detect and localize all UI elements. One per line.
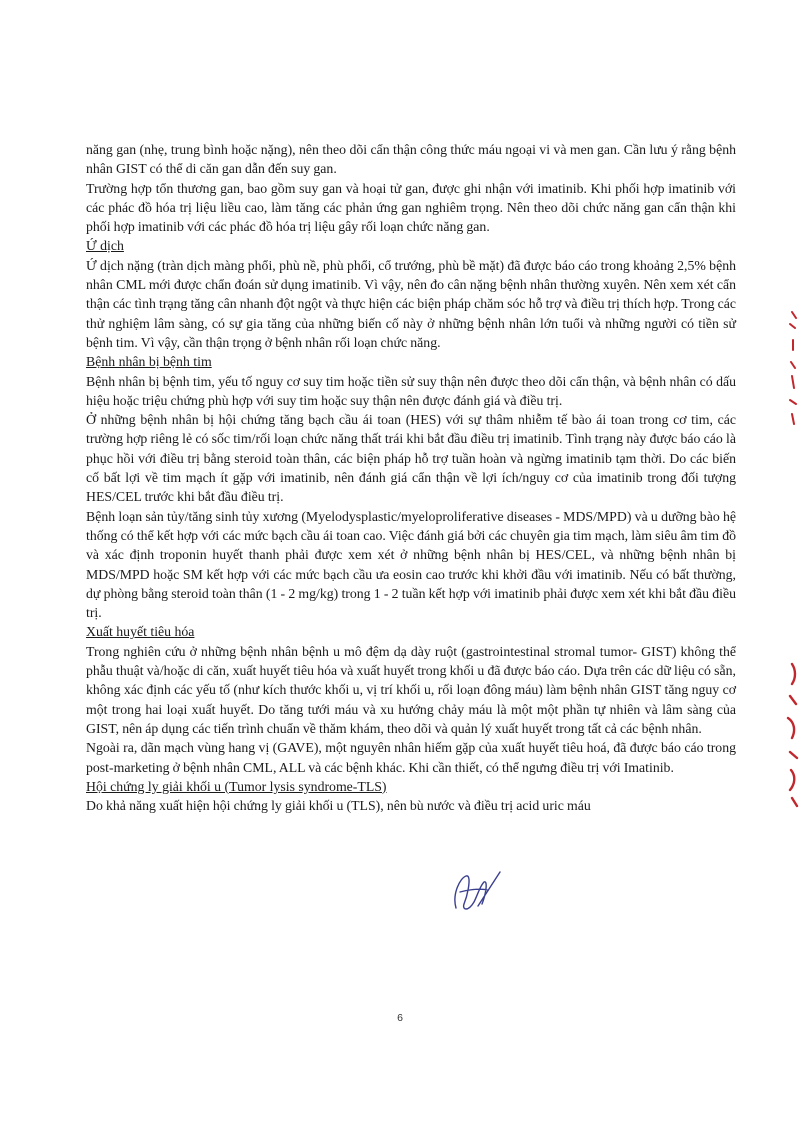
paragraph-mds-mpd: Bệnh loạn sản tủy/tăng sinh tủy xương (Myelodysplastic/myeloproliferative diseases - MDS/MPD) và u dưỡng bào hệ thống có thể kết hợp với các mức bạch cầu ái toan cao. Việc đánh giá bởi các chuyên gia tim mạch, làm siêu âm tim đồ và xác định troponin huyết thanh phải được xem xét ở những bệnh nhân bị HES/CEL, và những bệnh nhân bị MDS/MPD hoặc SM kết hợp với các mức bạch cầu ưa eosin cao trước khi khởi đầu với imatinib. Nếu có bất thường, dự phòng bằng steroid toàn thân (1 - 2 mg/kg) trong 1 - 2 tuần kết hợp với imatinib phải được xem xét khi bắt đầu điều trị. bbox=[86, 508, 736, 621]
paragraph-cardiac-monitoring: Bệnh nhân bị bệnh tim, yếu tố nguy cơ suy tim hoặc tiền sử suy thận nên được theo dõi cẩn thận, và bệnh nhân có dấu hiệu hoặc triệu chứng phù hợp với suy tim hoặc suy thận nên được đánh giá và điều trị. bbox=[86, 373, 736, 408]
paragraph-liver-injury: Trường hợp tổn thương gan, bao gồm suy gan và hoại tử gan, được ghi nhận với imatinib. Khi phối hợp imatinib với các phác đồ hóa trị liệu liều cao, làm tăng các phản ứng gan nghiêm trọng. Nên theo dõi chức năng gan cẩn thận khi phối hợp imatinib với các phác đồ hóa trị liệu gây rối loạn chức năng gan. bbox=[86, 180, 736, 235]
heading-tls: Hội chứng ly giải khối u (Tumor lysis syndrome-TLS) bbox=[86, 778, 387, 794]
signature-mark-icon bbox=[438, 864, 508, 926]
heading-cardiac: Bệnh nhân bị bệnh tim bbox=[86, 354, 212, 370]
paragraph-gave: Ngoài ra, dãn mạch vùng hang vị (GAVE), một nguyên nhân hiếm gặp của xuất huyết tiêu hoá, đã được báo cáo trong post-marketing ở bệnh nhân CML, ALL và các bệnh khác. Khi cần thiết, có thể ngưng điều trị với Imatinib. bbox=[86, 740, 736, 775]
margin-stamp-icon bbox=[786, 310, 800, 430]
heading-edema: Ứ dịch bbox=[86, 238, 124, 254]
paragraph-liver-monitoring: năng gan (nhẹ, trung bình hoặc nặng), nên theo dõi cẩn thận công thức máu ngoại vi và men gan. Cần lưu ý rằng bệnh nhân GIST có thể di căn gan dẫn đến suy gan. bbox=[86, 142, 736, 177]
paragraph-hes: Ở những bệnh nhân bị hội chứng tăng bạch cầu ái toan (HES) với sự thâm nhiễm tế bào ái toan trong cơ tim, các trường hợp riêng lẻ có sốc tim/rối loạn chức năng thất trái khi bắt đầu điều trị imatinib. Tình trạng này được báo cáo là phục hồi với điều trị bằng steroid toàn thân, các biện pháp hỗ trợ tuần hoàn và ngừng imatinib tạm thời. Do các biến cố bất lợi về tim mạch ít gặp với imatinib, nên đánh giá cẩn thận về lợi ích/nguy cơ của imatinib trong đối tượng HES/CEL trước khi bắt đầu điều trị. bbox=[86, 412, 736, 505]
margin-stamp-icon bbox=[782, 660, 800, 810]
document-body bbox=[86, 140, 736, 815]
paragraph-tls: Do khả năng xuất hiện hội chứng ly giải khối u (TLS), nên bù nước và điều trị acid uric máu bbox=[86, 798, 591, 814]
paragraph-edema: Ứ dịch nặng (tràn dịch màng phổi, phù nề, phù phổi, cổ trướng, phù bề mặt) đã được báo cáo trong khoảng 2,5% bệnh nhân CML mới được chẩn đoán sử dụng imatinib. Vì vậy, nên đo cân nặng bệnh nhân thường xuyên. Nên xem xét cẩn thận các tình trạng tăng cân nhanh đột ngột và thực hiện các biện pháp chăm sóc hỗ trợ và điều trị thích hợp. Trong các thử nghiệm lâm sàng, có sự gia tăng của những biến cố này ở những bệnh nhân lớn tuổi và những người có tiền sử bệnh tim. Vì vậy, cần thận trọng ở bệnh nhân rối loạn chức năng. bbox=[86, 257, 736, 350]
heading-gi-bleeding: Xuất huyết tiêu hóa bbox=[86, 624, 195, 640]
paragraph-gist-bleeding: Trong nghiên cứu ở những bệnh nhân bệnh u mô đệm dạ dày ruột (gastrointestinal stromal tumor- GIST) không thể phẫu thuật và/hoặc di căn, xuất huyết tiêu hóa và xuất huyết trong khối u đã được báo cáo. Dựa trên các dữ liệu có sẵn, không xác định các yếu tố (như kích thước khối u, vị trí khối u, rối loạn đông máu) làm bệnh nhân GIST tăng nguy cơ một trong hai loại xuất huyết. Do tăng tưới máu và xu hướng chảy máu là một một phần tự nhiên và lâm sàng của GIST, nên áp dụng các tiến trình chuẩn về thăm khám, theo dõi và quản lý xuất huyết trong tất cả các bệnh nhân. bbox=[86, 643, 736, 736]
page-number: 6 bbox=[397, 1012, 403, 1024]
